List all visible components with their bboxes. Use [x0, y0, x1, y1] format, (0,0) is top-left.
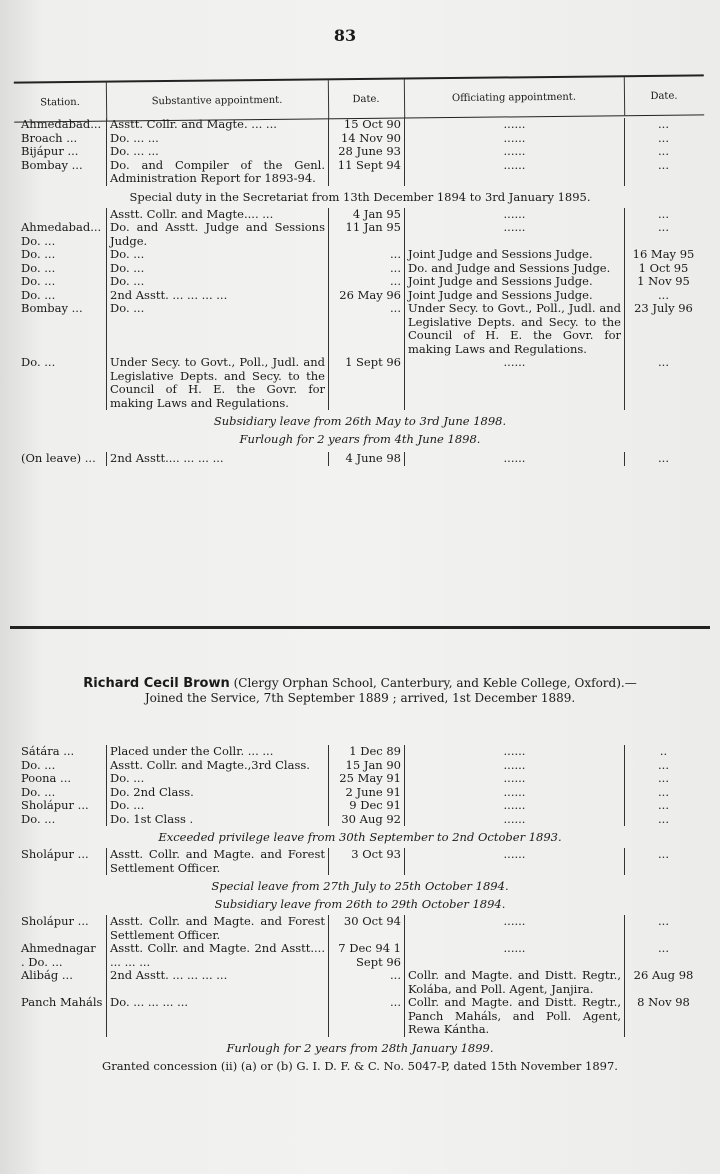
- table-row: [18, 356, 702, 410]
- officiating-appointment-cell: ......: [404, 813, 624, 827]
- station-cell: Do. ...: [21, 784, 56, 799]
- date-cell: 28 June 93: [328, 145, 404, 159]
- date-cell: 25 May 91: [328, 772, 404, 786]
- date-cell: 7 Dec 94 1 Sept 96: [328, 942, 404, 969]
- header-officiating: Officiating appointment.: [404, 77, 625, 117]
- officiating-appointment-cell: ......: [404, 745, 624, 759]
- appointments-block1: [18, 118, 702, 186]
- officer-name: Richard Cecil Brown: [83, 676, 230, 691]
- substantive-appointment-cell: Do. ...: [106, 799, 328, 813]
- station-cell: Do. ...: [21, 274, 56, 288]
- officiating-date-cell: ...: [624, 159, 702, 186]
- officiating-appointment-cell: ......: [404, 786, 624, 800]
- officiating-appointment-cell: ......: [404, 132, 624, 146]
- date-cell: 11 Jan 95: [328, 221, 404, 248]
- officiating-date-cell: ...: [624, 132, 702, 146]
- date-cell: ...: [328, 302, 404, 356]
- appointments-block2b: [18, 452, 702, 466]
- officiating-date-cell: ...: [624, 848, 702, 875]
- date-cell: 1 Sept 96: [328, 356, 404, 410]
- note: Special duty in the Secretariat from 13th December 1894 to 3rd January 1895.: [129, 189, 591, 204]
- station-cell: Bijápur ...: [21, 144, 79, 158]
- officiating-appointment-cell: ......: [404, 942, 624, 969]
- date-cell: 1 Dec 89: [328, 745, 404, 759]
- officiating-appointment-cell: ......: [404, 356, 624, 410]
- note: Special leave from 27th July to 25th October 1894.: [211, 879, 509, 893]
- station-cell: Broach ...: [21, 130, 78, 145]
- date-cell: 4 June 98: [328, 452, 404, 466]
- table-row: [18, 275, 702, 289]
- table-row: [18, 248, 702, 262]
- substantive-appointment-cell: 2nd Asstt. ... ... ... ...: [106, 969, 328, 996]
- substantive-appointment-cell: Do. ... ... ... ...: [106, 996, 328, 1037]
- note: Granted concession (ii) (a) or (b) G. I. D. F. & C. No. 5047-P, dated 15th November 1897.: [102, 1058, 618, 1073]
- substantive-appointment-cell: Asstt. Collr. and Magte. ... ...: [106, 118, 328, 132]
- officiating-appointment-cell: ......: [404, 848, 624, 875]
- table-row: [18, 813, 702, 827]
- note: Furlough for 2 years from 4th June 1898.: [239, 432, 481, 446]
- appointments-block2: [18, 208, 702, 411]
- substantive-appointment-cell: Do. ...: [106, 275, 328, 289]
- table-row: [18, 221, 702, 248]
- table-row: [18, 208, 702, 222]
- officiating-appointment-cell: ......: [404, 208, 624, 222]
- table-row: [18, 145, 702, 159]
- substantive-appointment-cell: Asstt. Collr. and Magte. 2nd Asstt.... ... ... ...: [106, 942, 328, 969]
- note: Subsidiary leave from 26th to 29th October 1894.: [214, 897, 506, 911]
- appointments-block3: [18, 745, 702, 826]
- officiating-appointment-cell: ......: [404, 159, 624, 186]
- officiating-appointment-cell: Collr. and Magte. and Distt. Regtr., Kolába, and Poll. Agent, Janjira.: [404, 969, 624, 996]
- date-cell: 15 Oct 90: [328, 118, 404, 132]
- section-1: [18, 118, 702, 466]
- officiating-appointment-cell: Joint Judge and Sessions Judge.: [404, 248, 624, 262]
- date-cell: 30 Oct 94: [328, 915, 404, 942]
- table-row: [18, 262, 702, 276]
- officiating-date-cell: ...: [624, 118, 702, 132]
- officiating-date-cell: ...: [624, 799, 702, 813]
- table-row: [18, 915, 702, 942]
- officiating-date-cell: ...: [624, 786, 702, 800]
- officiating-date-cell: ...: [624, 289, 702, 303]
- appointments-block3b: [18, 848, 702, 875]
- officiating-date-cell: ...: [624, 915, 702, 942]
- officer-details: (Clergy Orphan School, Canterbury, and Keble College, Oxford).—: [233, 676, 637, 690]
- substantive-appointment-cell: Do. 2nd Class.: [106, 786, 328, 800]
- table-row: [18, 942, 702, 969]
- officiating-appointment-cell: ......: [404, 799, 624, 813]
- station-cell: Do. ...: [21, 247, 56, 261]
- date-cell: 2 June 91: [328, 786, 404, 800]
- station-cell: Ahmedabad...: [21, 117, 102, 131]
- substantive-appointment-cell: Asstt. Collr. and Magte. and Forest Settlement Officer.: [106, 915, 328, 942]
- officiating-date-cell: 23 July 96: [624, 302, 702, 356]
- substantive-appointment-cell: Do. ...: [106, 772, 328, 786]
- station-cell: Bombay ...: [21, 157, 83, 172]
- station-cell: Sholápur ...: [21, 798, 89, 812]
- officiating-appointment-cell: Joint Judge and Sessions Judge.: [404, 275, 624, 289]
- substantive-appointment-cell: Under Secy. to Govt., Poll., Judl. and Legislative Depts. and Secy. to the Council of H. E. the Govr. for making Laws and Regulations.: [106, 356, 328, 410]
- officiating-appointment-cell: ......: [404, 759, 624, 773]
- substantive-appointment-cell: Asstt. Collr. and Magte. and Forest Settlement Officer.: [106, 848, 328, 875]
- table-row: [18, 786, 702, 800]
- date-cell: ...: [328, 248, 404, 262]
- section-divider: [10, 626, 710, 629]
- station-cell: Do. ...: [21, 260, 56, 275]
- date-cell: 3 Oct 93: [328, 848, 404, 875]
- officiating-appointment-cell: ......: [404, 145, 624, 159]
- substantive-appointment-cell: Do. and Asstt. Judge and Sessions Judge.: [106, 221, 328, 248]
- station-cell: Sátára ...: [21, 744, 75, 758]
- header-date-2: Date.: [650, 90, 678, 102]
- date-cell: ...: [328, 996, 404, 1037]
- officiating-appointment-cell: Under Secy. to Govt., Poll., Judl. and Legislative Depts. and Secy. to the Council of H. E. the Govr. for making Laws and Regulations.: [404, 302, 624, 356]
- substantive-appointment-cell: Do. ... ...: [106, 132, 328, 146]
- date-cell: 11 Sept 94: [328, 159, 404, 186]
- date-cell: 15 Jan 90: [328, 759, 404, 773]
- officiating-appointment-cell: ......: [404, 118, 624, 132]
- substantive-appointment-cell: Do. ...: [106, 262, 328, 276]
- header-date: Date.: [328, 80, 405, 119]
- table-row: [18, 289, 702, 303]
- officiating-appointment-cell: ......: [404, 915, 624, 942]
- officiating-date-cell: ...: [624, 356, 702, 410]
- officiating-date-cell: ...: [624, 452, 702, 466]
- note: Exceeded privilege leave from 30th September to 2nd October 1893.: [158, 830, 562, 844]
- officiating-appointment-cell: ......: [404, 772, 624, 786]
- officiating-appointment-cell: ......: [404, 452, 624, 466]
- date-cell: ...: [328, 969, 404, 996]
- officiating-date-cell: ...: [624, 772, 702, 786]
- substantive-appointment-cell: Asstt. Collr. and Magte.,3rd Class.: [106, 759, 328, 773]
- appointments-block3c: [18, 915, 702, 1037]
- substantive-appointment-cell: Do. and Compiler of the Genl. Administration Report for 1893-94.: [106, 159, 328, 186]
- officiating-date-cell: ..: [624, 745, 702, 759]
- station-cell: Do. ...: [21, 287, 56, 302]
- date-cell: 4 Jan 95: [328, 208, 404, 222]
- officer-joined: Joined the Service, 7th September 1889 ; arrived, 1st December 1889.: [144, 691, 576, 705]
- station-cell: Do. ...: [21, 355, 56, 369]
- section-2: [18, 745, 702, 1073]
- officiating-appointment-cell: Collr. and Magte. and Distt. Regtr., Panch Maháls, and Poll. Agent, Rewa Kántha.: [404, 996, 624, 1037]
- table-row: [18, 452, 702, 466]
- table-row: [18, 118, 702, 132]
- substantive-appointment-cell: 2nd Asstt.... ... ... ...: [106, 452, 328, 466]
- header-substantive: Substantive appointment.: [106, 80, 329, 120]
- station-cell: Panch Maháls: [21, 995, 103, 1009]
- table-row: [18, 759, 702, 773]
- officer-heading: [0, 676, 720, 706]
- substantive-appointment-cell: Do. ...: [106, 248, 328, 262]
- table-row: [18, 132, 702, 146]
- station-cell: Bombay ...: [21, 301, 83, 315]
- table-header: [14, 74, 704, 122]
- table-row: [18, 302, 702, 356]
- table-row: [18, 969, 702, 996]
- officiating-date-cell: 26 Aug 98: [624, 969, 702, 996]
- note: Subsidiary leave from 26th May to 3rd June 1898.: [213, 414, 507, 428]
- page-number: 83: [333, 26, 357, 45]
- substantive-appointment-cell: Do. 1st Class .: [106, 813, 328, 827]
- officiating-appointment-cell: ......: [404, 221, 624, 248]
- date-cell: 26 May 96: [328, 289, 404, 303]
- header-station: Station.: [14, 83, 107, 122]
- officiating-date-cell: 16 May 95: [624, 248, 702, 262]
- officiating-date-cell: ...: [624, 145, 702, 159]
- officiating-date-cell: 1 Nov 95: [624, 275, 702, 289]
- table-row: [18, 745, 702, 759]
- table-row: [18, 848, 702, 875]
- officiating-date-cell: ...: [624, 759, 702, 773]
- station-cell: Sholápur ...: [21, 914, 89, 928]
- station-cell: Do. ...: [21, 757, 56, 772]
- officiating-date-cell: 1 Oct 95: [624, 262, 702, 276]
- officiating-date-cell: ...: [624, 942, 702, 969]
- officiating-date-cell: ...: [624, 208, 702, 222]
- substantive-appointment-cell: Asstt. Collr. and Magte.... ...: [106, 208, 328, 222]
- station-cell: Alibág ...: [21, 968, 73, 982]
- note: Furlough for 2 years from 28th January 1899.: [226, 1040, 494, 1055]
- date-cell: ...: [328, 262, 404, 276]
- table-row: [18, 996, 702, 1037]
- station-cell: [18, 208, 106, 222]
- date-cell: ...: [328, 275, 404, 289]
- officiating-date-cell: 8 Nov 98: [624, 996, 702, 1037]
- officiating-appointment-cell: Joint Judge and Sessions Judge.: [404, 289, 624, 303]
- station-cell: (On leave) ...: [21, 451, 96, 465]
- station-cell: Do. ...: [21, 811, 56, 826]
- date-cell: 30 Aug 92: [328, 813, 404, 827]
- substantive-appointment-cell: Placed under the Collr. ... ...: [106, 745, 328, 759]
- station-cell: Poona ...: [21, 771, 72, 785]
- table-row: [18, 799, 702, 813]
- substantive-appointment-cell: Do. ... ...: [106, 145, 328, 159]
- officiating-date-cell: ...: [624, 221, 702, 248]
- date-cell: 14 Nov 90: [328, 132, 404, 146]
- table-row: [18, 159, 702, 186]
- table-row: [18, 772, 702, 786]
- officiating-date-cell: ...: [624, 813, 702, 827]
- officiating-appointment-cell: Do. and Judge and Sessions Judge.: [404, 262, 624, 276]
- substantive-appointment-cell: 2nd Asstt. ... ... ... ...: [106, 289, 328, 303]
- substantive-appointment-cell: Do. ...: [106, 302, 328, 356]
- station-cell: Sholápur ...: [21, 847, 89, 861]
- station-cell: Ahmednagar . Do. ...: [21, 941, 96, 969]
- station-cell: Ahmedabad... Do. ...: [21, 220, 102, 248]
- date-cell: 9 Dec 91: [328, 799, 404, 813]
